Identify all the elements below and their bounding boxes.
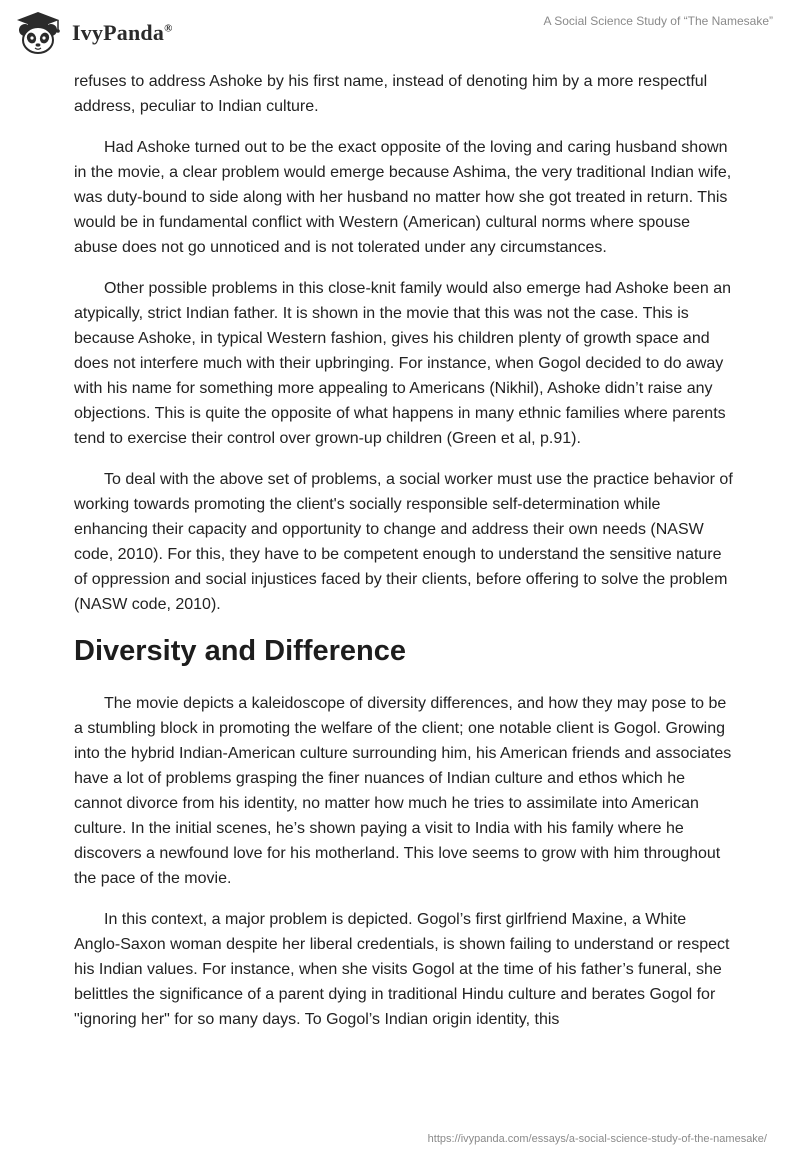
panda-graduate-icon bbox=[14, 10, 62, 56]
source-url[interactable]: https://ivypanda.com/essays/a-social-science-study-of-the-namesake/ bbox=[427, 1133, 767, 1145]
paragraph: Other possible problems in this close-knit family would also emerge had Ashoke been an atypically, strict Indian father. It is shown in the movie that this was not the case. This is because Ashoke, in typical Western fashion, gives his children plenty of growth space and does not interfere much with their upbringing. For instance, when Gogol decided to do away with his name for something more appealing to Americans (Nikhil), Ashoke didn’t raise any objections. This is quite the opposite of what happens in many ethnic families where parents tend to exercise their control over grown-up children (Green et al, p.91). bbox=[74, 280, 731, 447]
document-title: A Social Science Study of “The Namesake” bbox=[543, 14, 773, 28]
paragraph: Had Ashoke turned out to be the exact opposite of the loving and caring husband shown in the movie, a clear problem would emerge because Ashima, the very traditional Indian wife, was duty-bound to side along with her husband no matter how she got treated in return. This would be in fundamental conflict with Western (American) cultural norms where spouse abuse does not go unnoticed and is not tolerated under any circumstances. bbox=[74, 139, 732, 256]
brand-logo[interactable] bbox=[14, 10, 173, 56]
section-heading: Diversity and Difference bbox=[74, 635, 407, 667]
paragraph: In this context, a major problem is depicted. Gogol’s first girlfriend Maxine, a White Anglo-Saxon woman despite her liberal credentials, is shown failing to understand or respect his Indian values. For instance, when she visits Gogol at the time of his father’s funeral, she belittles the significance of a parent dying in traditional Hindu culture and berates Gogol for "ignoring her" for so many days. To Gogol’s Indian origin identity, this bbox=[74, 911, 730, 1028]
paragraph: The movie depicts a kaleidoscope of diversity differences, and how they may pose to be a stumbling block in promoting the welfare of the client; one notable client is Gogol. Growing into the hybrid Indian-American culture surrounding him, his American friends and associates have a lot of problems grasping the finer nuances of Indian culture and ethos which he cannot divorce from his identity, no matter how much he tries to assimilate into American culture. In the initial scenes, he’s shown paying a visit to India with his family where he discovers a newfound love for his motherland. This love seems to grow with him throughout the pace of the movie. bbox=[74, 695, 732, 887]
essay-content bbox=[74, 69, 734, 1048]
paragraph: To deal with the above set of problems, a social worker must use the practice behavior of working towards promoting the client's socially responsible self-determination while enhancing their capacity and opportunity to change and address their own needs (NASW code, 2010). For this, they have to be competent enough to understand the sensitive nature of oppression and social injustices faced by their clients, before offering to solve the problem (NASW code, 2010). bbox=[74, 471, 733, 613]
paragraph: refuses to address Ashoke by his first name, instead of denoting him by a more respectful address, peculiar to Indian culture. bbox=[74, 73, 708, 115]
page-header bbox=[0, 0, 800, 70]
brand-name: IvyPanda® bbox=[72, 20, 173, 45]
